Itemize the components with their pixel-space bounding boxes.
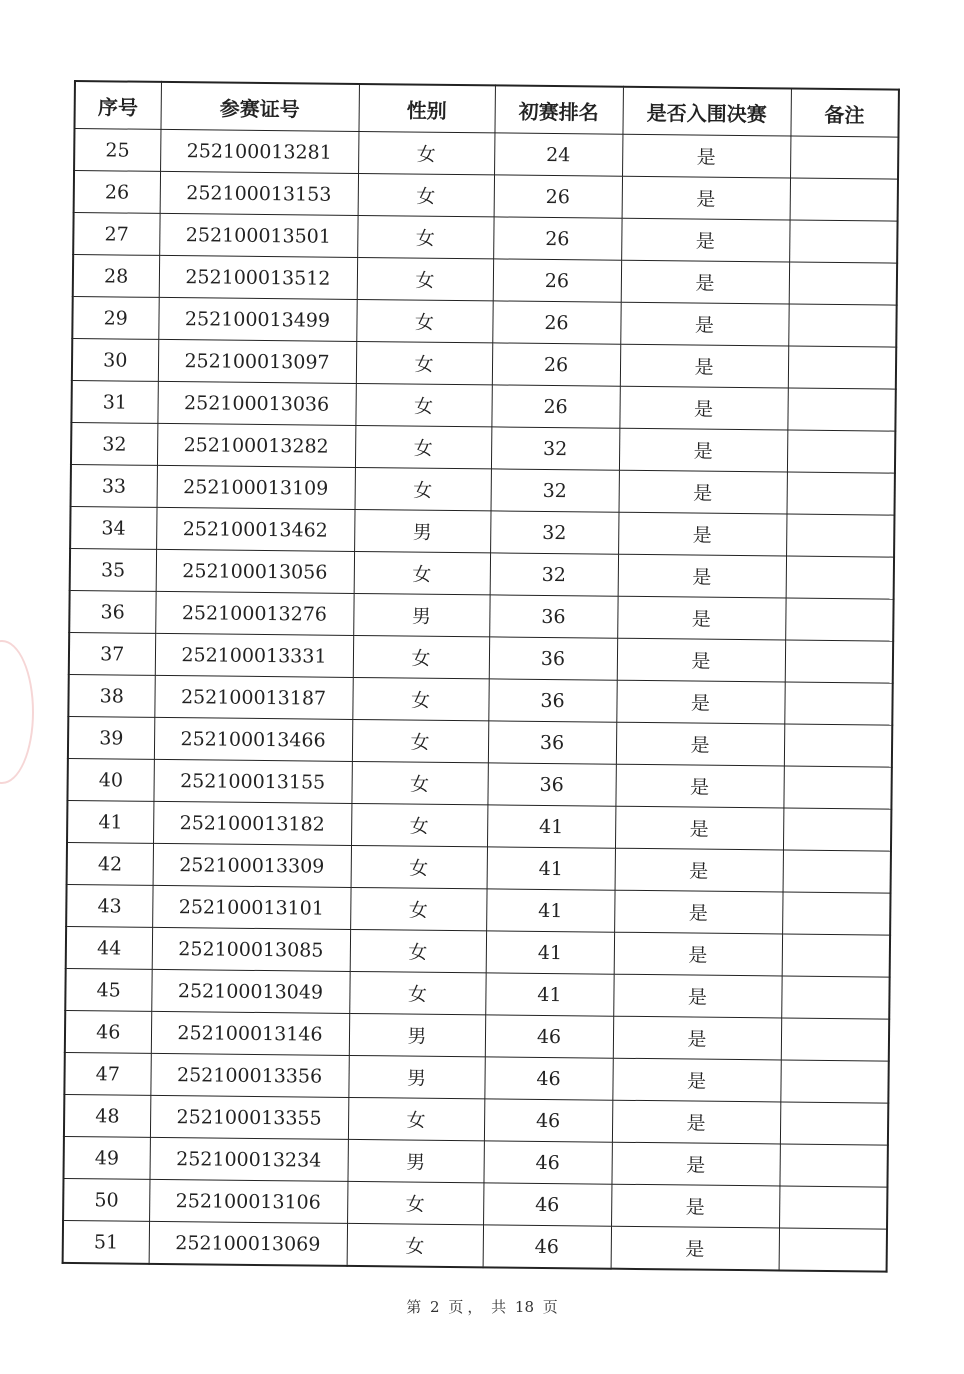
cell-finalist: 是	[613, 1016, 781, 1060]
faint-seal-mark	[0, 640, 34, 784]
cell-entry-number: 252100013276	[155, 591, 353, 635]
cell-gender: 女	[352, 719, 488, 762]
cell-remarks	[789, 220, 897, 263]
cell-remarks	[789, 262, 897, 305]
cell-finalist: 是	[613, 974, 781, 1018]
table-header-row	[74, 81, 898, 137]
cell-finalist: 是	[618, 554, 786, 598]
cell-index: 36	[69, 590, 155, 633]
cell-prelim-rank: 36	[488, 721, 616, 764]
cell-index: 46	[65, 1010, 151, 1053]
cell-gender: 女	[351, 803, 487, 846]
cell-prelim-rank: 41	[486, 931, 614, 974]
cell-gender: 女	[355, 383, 491, 426]
footer-total-suffix: 页	[542, 1298, 558, 1316]
cell-index: 51	[63, 1220, 149, 1263]
cell-prelim-rank: 26	[492, 343, 620, 386]
cell-gender: 男	[347, 1139, 483, 1182]
cell-remarks	[780, 1102, 888, 1145]
footer-total-prefix: 共	[491, 1298, 507, 1316]
cell-remarks	[784, 682, 892, 725]
cell-prelim-rank: 36	[488, 679, 616, 722]
cell-gender: 女	[351, 761, 487, 804]
footer-prefix: 第	[406, 1298, 422, 1316]
cell-gender: 女	[357, 257, 493, 300]
cell-finalist: 是	[621, 218, 789, 262]
cell-index: 41	[67, 800, 153, 843]
cell-gender: 女	[358, 173, 494, 216]
cell-remarks	[788, 346, 896, 389]
cell-entry-number: 252100013049	[151, 969, 349, 1013]
cell-index: 30	[72, 338, 158, 381]
cell-index: 40	[67, 758, 153, 801]
cell-entry-number: 252100013155	[153, 759, 351, 803]
cell-prelim-rank: 26	[493, 259, 621, 302]
cell-prelim-rank: 32	[491, 427, 619, 470]
cell-finalist: 是	[611, 1142, 779, 1186]
cell-finalist: 是	[620, 344, 788, 388]
cell-remarks	[785, 598, 893, 641]
cell-remarks	[779, 1144, 887, 1187]
cell-index: 32	[71, 422, 157, 465]
cell-prelim-rank: 41	[487, 847, 615, 890]
cell-entry-number: 252100013069	[149, 1221, 347, 1266]
cell-finalist: 是	[611, 1226, 779, 1270]
cell-prelim-rank: 26	[493, 217, 621, 260]
cell-finalist: 是	[619, 428, 787, 472]
header-gender: 性别	[358, 84, 494, 133]
cell-gender: 男	[353, 593, 489, 636]
cell-gender: 女	[355, 425, 491, 468]
cell-prelim-rank: 36	[489, 637, 617, 680]
cell-finalist: 是	[616, 722, 784, 766]
footer-total-pages: 18	[514, 1298, 535, 1316]
cell-index: 43	[66, 884, 152, 927]
cell-entry-number: 252100013109	[157, 465, 355, 509]
cell-index: 28	[73, 255, 159, 298]
table-row	[63, 1220, 887, 1271]
cell-gender: 女	[357, 215, 493, 258]
cell-index: 37	[69, 632, 155, 675]
cell-prelim-rank: 24	[494, 133, 622, 176]
cell-finalist: 是	[620, 302, 788, 346]
cell-finalist: 是	[612, 1058, 780, 1102]
cell-gender: 女	[349, 971, 485, 1014]
header-finalist: 是否入围决赛	[622, 87, 790, 136]
cell-entry-number: 252100013309	[153, 843, 351, 887]
footer-current-page: 2	[429, 1298, 440, 1316]
table-body	[63, 129, 899, 1272]
cell-index: 34	[70, 506, 156, 549]
cell-remarks	[786, 514, 894, 557]
cell-index: 47	[64, 1052, 150, 1095]
cell-finalist: 是	[622, 134, 790, 178]
cell-prelim-rank: 32	[491, 469, 619, 512]
cell-finalist: 是	[619, 470, 787, 514]
cell-remarks	[783, 850, 891, 893]
cell-prelim-rank: 41	[486, 889, 614, 932]
cell-remarks	[786, 472, 894, 515]
cell-entry-number: 252100013182	[153, 801, 351, 845]
cell-remarks	[783, 766, 891, 809]
cell-entry-number: 252100013356	[150, 1053, 348, 1097]
cell-remarks	[790, 136, 898, 179]
cell-prelim-rank: 46	[485, 1015, 613, 1058]
cell-index: 42	[67, 842, 153, 885]
cell-index: 45	[65, 968, 151, 1011]
cell-entry-number: 252100013146	[151, 1011, 349, 1055]
cell-entry-number: 252100013466	[154, 717, 352, 761]
cell-entry-number: 252100013501	[159, 213, 357, 257]
cell-index: 35	[70, 548, 156, 591]
cell-remarks	[784, 724, 892, 767]
header-remarks: 备注	[790, 89, 898, 138]
cell-prelim-rank: 26	[492, 301, 620, 344]
cell-finalist: 是	[619, 386, 787, 430]
cell-finalist: 是	[612, 1100, 780, 1144]
cell-finalist: 是	[614, 932, 782, 976]
cell-index: 38	[68, 674, 154, 717]
cell-entry-number: 252100013355	[150, 1095, 348, 1139]
cell-index: 31	[71, 380, 157, 423]
cell-gender: 女	[358, 131, 494, 174]
cell-index: 44	[66, 926, 152, 969]
header-index: 序号	[74, 81, 160, 129]
cell-remarks	[786, 556, 894, 599]
cell-gender: 女	[352, 677, 488, 720]
cell-entry-number: 252100013036	[157, 381, 355, 425]
cell-gender: 女	[356, 341, 492, 384]
cell-gender: 女	[356, 299, 492, 342]
results-table-wrapper	[62, 80, 898, 1273]
cell-finalist: 是	[617, 638, 785, 682]
cell-gender: 女	[353, 635, 489, 678]
cell-index: 26	[74, 171, 160, 214]
cell-prelim-rank: 36	[489, 595, 617, 638]
cell-entry-number: 252100013282	[157, 423, 355, 467]
cell-prelim-rank: 26	[491, 385, 619, 428]
cell-gender: 女	[348, 1097, 484, 1140]
cell-remarks	[779, 1228, 887, 1272]
cell-prelim-rank: 26	[494, 175, 622, 218]
cell-finalist: 是	[622, 176, 790, 220]
cell-gender: 女	[354, 551, 490, 594]
cell-entry-number: 252100013101	[152, 885, 350, 929]
cell-gender: 女	[347, 1181, 483, 1224]
cell-gender: 女	[350, 887, 486, 930]
header-entry-number: 参赛证号	[160, 82, 358, 132]
cell-gender: 女	[347, 1223, 483, 1267]
cell-entry-number: 252100013097	[158, 339, 356, 383]
cell-gender: 男	[354, 509, 490, 552]
cell-entry-number: 252100013085	[152, 927, 350, 971]
cell-entry-number: 252100013281	[160, 129, 358, 173]
cell-finalist: 是	[618, 512, 786, 556]
cell-entry-number: 252100013331	[155, 633, 353, 677]
cell-remarks	[785, 640, 893, 683]
cell-remarks	[787, 388, 895, 431]
cell-prelim-rank: 41	[487, 805, 615, 848]
cell-entry-number: 252100013512	[159, 255, 357, 299]
header-prelim-rank: 初赛排名	[494, 85, 622, 134]
cell-gender: 女	[355, 467, 491, 510]
cell-finalist: 是	[617, 596, 785, 640]
cell-remarks	[783, 808, 891, 851]
results-table	[62, 80, 900, 1273]
cell-prelim-rank: 32	[490, 553, 618, 596]
cell-index: 25	[74, 129, 160, 172]
cell-prelim-rank: 46	[484, 1057, 612, 1100]
cell-gender: 男	[348, 1055, 484, 1098]
cell-prelim-rank: 32	[490, 511, 618, 554]
page-footer	[0, 1296, 964, 1317]
cell-entry-number: 252100013462	[156, 507, 354, 551]
cell-remarks	[788, 304, 896, 347]
cell-remarks	[781, 976, 889, 1019]
cell-gender: 女	[351, 845, 487, 888]
cell-remarks	[781, 1018, 889, 1061]
cell-remarks	[790, 178, 898, 221]
cell-entry-number: 252100013106	[149, 1179, 347, 1223]
cell-entry-number: 252100013234	[149, 1137, 347, 1181]
cell-remarks	[787, 430, 895, 473]
footer-separator: ，	[467, 1298, 483, 1316]
cell-gender: 男	[349, 1013, 485, 1056]
cell-index: 39	[68, 716, 154, 759]
cell-index: 33	[71, 464, 157, 507]
cell-finalist: 是	[621, 260, 789, 304]
cell-finalist: 是	[616, 680, 784, 724]
cell-finalist: 是	[611, 1184, 779, 1228]
cell-prelim-rank: 46	[483, 1141, 611, 1184]
cell-finalist: 是	[615, 848, 783, 892]
cell-index: 49	[63, 1136, 149, 1179]
cell-finalist: 是	[615, 764, 783, 808]
cell-finalist: 是	[614, 890, 782, 934]
cell-entry-number: 252100013187	[154, 675, 352, 719]
cell-index: 29	[72, 296, 158, 339]
cell-finalist: 是	[615, 806, 783, 850]
cell-entry-number: 252100013056	[156, 549, 354, 593]
cell-prelim-rank: 41	[485, 973, 613, 1016]
cell-prelim-rank: 36	[487, 763, 615, 806]
cell-index: 50	[63, 1178, 149, 1221]
footer-page-word: 页	[448, 1298, 464, 1316]
cell-remarks	[782, 892, 890, 935]
cell-prelim-rank: 46	[484, 1099, 612, 1142]
cell-remarks	[782, 934, 890, 977]
red-seal-arc	[920, 755, 964, 883]
cell-prelim-rank: 46	[483, 1183, 611, 1226]
cell-index: 48	[64, 1094, 150, 1137]
cell-remarks	[779, 1186, 887, 1229]
cell-index: 27	[73, 213, 159, 256]
cell-entry-number: 252100013499	[158, 297, 356, 341]
cell-entry-number: 252100013153	[160, 171, 358, 215]
cell-remarks	[780, 1060, 888, 1103]
cell-prelim-rank: 46	[483, 1225, 611, 1269]
cell-gender: 女	[350, 929, 486, 972]
